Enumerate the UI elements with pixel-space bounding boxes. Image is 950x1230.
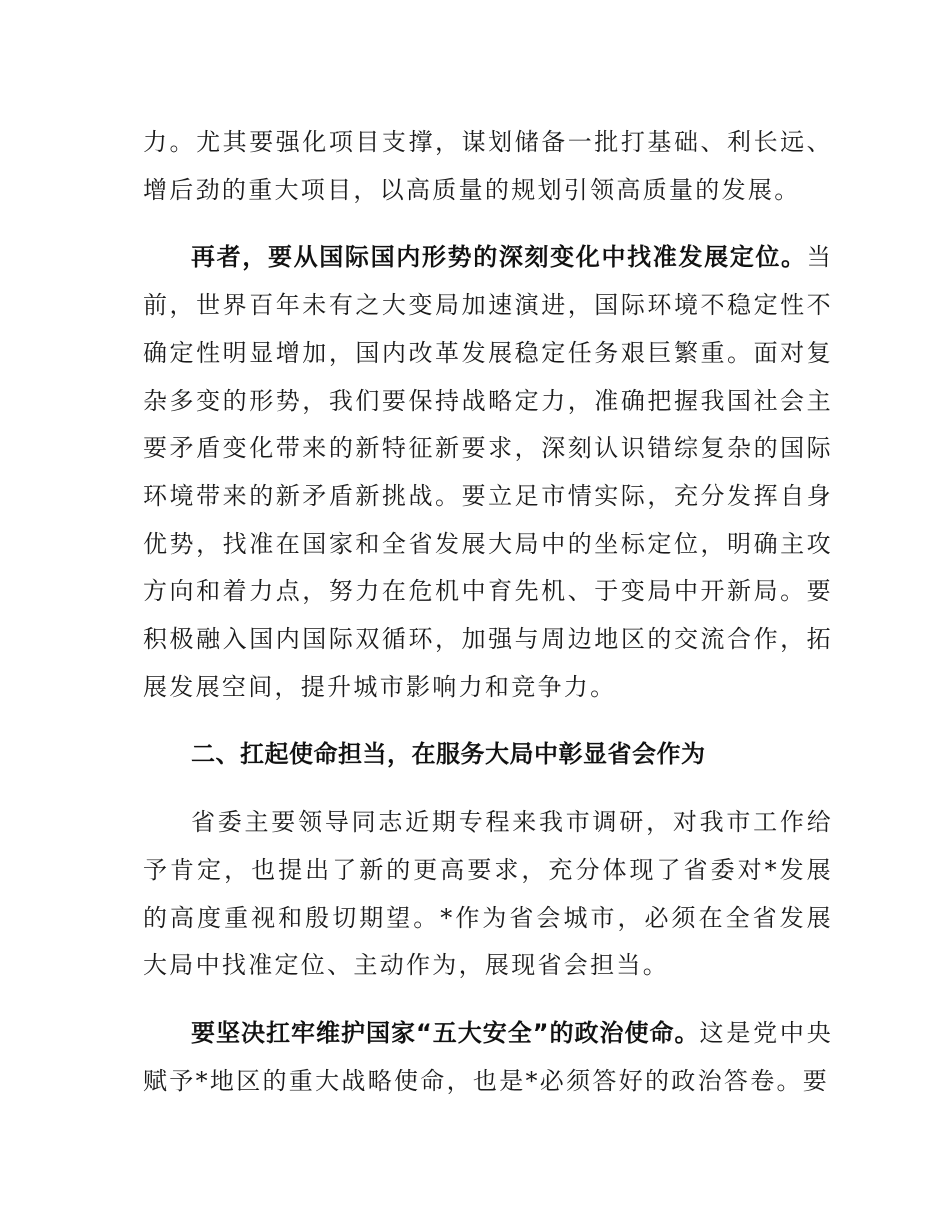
- paragraph-bold-lead: 要坚决扛牢维护国家“五大安全”的政治使命。: [191, 1018, 700, 1047]
- document-page: [143, 119, 833, 1125]
- paragraph-five-securities: [143, 1010, 833, 1105]
- paragraph-text: 当前，世界百年未有之大变局加速演进，国际环境不稳定性不确定性明显增加，国内改革发展稳定任务艰巨繁重。面对复杂多变的形势，我们要保持战略定力，准确把握我国社会主要矛盾变化带来的新特征新要求，深刻认识错综复杂的国际环境带来的新矛盾新挑战。要立足市情实际，充分发挥自身优势，找准在国家和全省发展大局中的坐标定位，明确主攻方向和着力点，努力在危机中育先机、于变局中开新局。要积极融入国内国际双循环，加强与周边地区的交流合作，拓展发展空间，提升城市影响力和竞争力。: [143, 243, 833, 701]
- paragraph-provincial-visit: [143, 799, 833, 990]
- paragraph-bold-lead: 再者，要从国际国内形势的深刻变化中找准发展定位。: [191, 243, 807, 272]
- paragraph-text: 力。尤其要强化项目支撑，谋划储备一批打基础、利长远、增后劲的重大项目，以高质量的规划引领高质量的发展。: [143, 128, 833, 204]
- paragraph-development-positioning: [143, 234, 833, 711]
- paragraph-text: 这是党中央赋予*地区的重大战略使命，也是*必须答好的政治答卷。要: [143, 1018, 834, 1095]
- paragraph-text: 省委主要领导同志近期专程来我市调研，对我市工作给予肯定，也提出了新的更高要求，充分体现了省委对*发展的高度重视和殷切期望。*作为省会城市，必须在全省发展大局中找准定位、主动作为，展现省会担当。: [143, 808, 833, 980]
- section-heading: 二、扛起使命担当，在服务大局中彰显省会作为: [191, 740, 706, 769]
- paragraph-continuation: [143, 119, 833, 214]
